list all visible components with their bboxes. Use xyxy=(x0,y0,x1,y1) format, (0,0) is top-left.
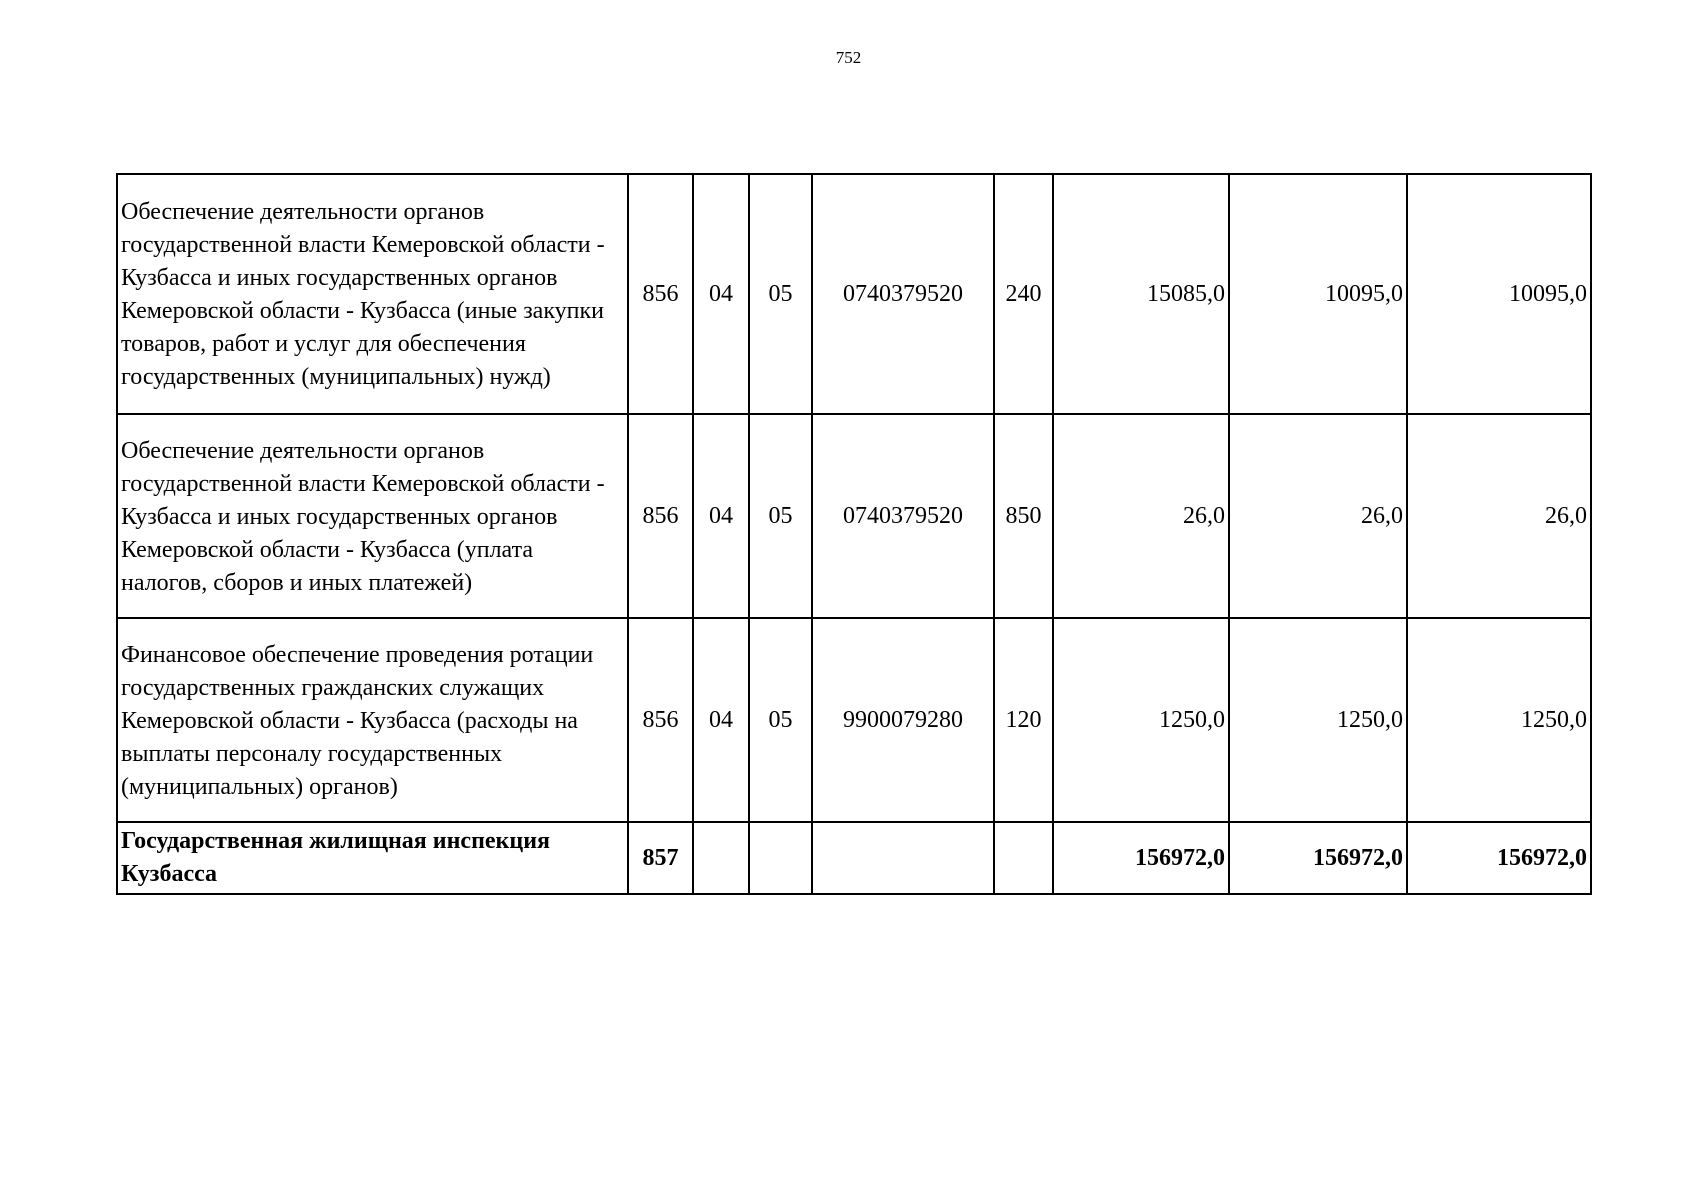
expense-name: Государственная жилищная инспекция Кузбасса xyxy=(117,822,628,894)
target-article-code: 0740379520 xyxy=(812,414,994,618)
expense-name: Финансовое обеспечение проведения ротации государственных гражданских служащих Кемеровской области - Кузбасса (расходы на выплаты персоналу государственных (муниципальных) органов) xyxy=(117,618,628,822)
expense-name: Обеспечение деятельности органов государственной власти Кемеровской области - Кузбасса и иных государственных органов Кемеровской области - Кузбасса (уплата налогов, сборов и иных платежей) xyxy=(117,414,628,618)
section-code: 04 xyxy=(693,618,749,822)
grbs-code: 856 xyxy=(628,414,693,618)
amount-year-2: 10095,0 xyxy=(1229,174,1407,414)
target-article-code: 9900079280 xyxy=(812,618,994,822)
subsection-code: 05 xyxy=(749,618,812,822)
grbs-code: 856 xyxy=(628,618,693,822)
subsection-code xyxy=(749,822,812,894)
subsection-code: 05 xyxy=(749,174,812,414)
amount-year-3: 1250,0 xyxy=(1407,618,1591,822)
amount-year-1: 156972,0 xyxy=(1053,822,1229,894)
expense-type-code xyxy=(994,822,1053,894)
page-number: 752 xyxy=(835,48,862,67)
budget-table xyxy=(116,173,1592,895)
amount-year-3: 26,0 xyxy=(1407,414,1591,618)
table-row xyxy=(117,618,1591,822)
grbs-code: 857 xyxy=(628,822,693,894)
amount-year-3: 156972,0 xyxy=(1407,822,1591,894)
target-article-code: 0740379520 xyxy=(812,174,994,414)
expense-type-code: 240 xyxy=(994,174,1053,414)
subsection-code: 05 xyxy=(749,414,812,618)
expense-name: Обеспечение деятельности органов государственной власти Кемеровской области - Кузбасса и иных государственных органов Кемеровской области - Кузбасса (иные закупки товаров, работ и услуг для обеспечения государственных (муниципальных) нужд) xyxy=(117,174,628,414)
amount-year-1: 15085,0 xyxy=(1053,174,1229,414)
target-article-code xyxy=(812,822,994,894)
table-row xyxy=(117,414,1591,618)
table-row xyxy=(117,174,1591,414)
section-code: 04 xyxy=(693,414,749,618)
expense-type-code: 120 xyxy=(994,618,1053,822)
table-row-total xyxy=(117,822,1591,894)
amount-year-1: 26,0 xyxy=(1053,414,1229,618)
amount-year-3: 10095,0 xyxy=(1407,174,1591,414)
grbs-code: 856 xyxy=(628,174,693,414)
section-code: 04 xyxy=(693,174,749,414)
expense-type-code: 850 xyxy=(994,414,1053,618)
amount-year-2: 26,0 xyxy=(1229,414,1407,618)
amount-year-1: 1250,0 xyxy=(1053,618,1229,822)
section-code xyxy=(693,822,749,894)
amount-year-2: 156972,0 xyxy=(1229,822,1407,894)
amount-year-2: 1250,0 xyxy=(1229,618,1407,822)
